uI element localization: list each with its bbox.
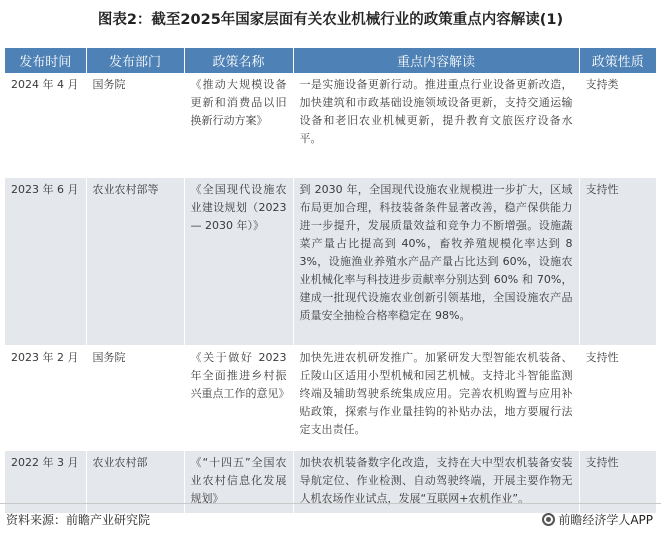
cell-nature: 支持性: [579, 345, 656, 450]
policy-table: [5, 48, 656, 514]
cell-name: 《全国现代设施农业建设规划（2023 — 2030 年）》: [184, 177, 293, 345]
qianzhan-logo-icon: [542, 513, 555, 526]
footer: [0, 503, 661, 534]
cell-date: 2022 年 3 月: [5, 450, 86, 513]
table-header-row: [5, 48, 656, 73]
cell-date: 2023 年 2 月: [5, 345, 86, 450]
table-row: [5, 73, 656, 177]
table-row: [5, 177, 656, 345]
header-content: 重点内容解读: [293, 48, 579, 73]
cell-content: 一是实施设备更新行动。推进重点行业设备更新改造，加快建筑和市政基础设施领域设备更新，支持交通运输设备和老旧农业机械更新，提升教育文旅医疗设备水平。: [293, 73, 579, 177]
cell-date: 2024 年 4 月: [5, 73, 86, 177]
header-date: 发布时间: [5, 48, 86, 73]
cell-date: 2023 年 6 月: [5, 177, 86, 345]
cell-nature: 支持性: [579, 450, 656, 513]
brand-label: 前瞻经济学人APP: [558, 513, 653, 527]
header-name: 政策名称: [184, 48, 293, 73]
page-title: 图表2：截至2025年国家层面有关农业机械行业的政策重点内容解读(1): [97, 12, 564, 28]
header-nature: 政策性质: [579, 48, 656, 73]
source-note: 资料来源：前瞻产业研究院: [6, 513, 151, 527]
cell-name: 《“十四五”全国农业农村信息化发展规划》: [184, 450, 293, 513]
brand: [542, 511, 653, 528]
cell-name: 《关于做好 2023 年全面推进乡村振兴重点工作的意见》: [184, 345, 293, 450]
cell-nature: 支持类: [579, 73, 656, 177]
cell-name: 《推动大规模设备更新和消费品以旧换新行动方案》: [184, 73, 293, 177]
cell-content: 到 2030 年，全国现代设施农业规模进一步扩大，区域布局更加合理，科技装备条件显著改善，稳产保供能力进一步提升，发展质量效益和竞争力不断增强。设施蔬菜产量占比提高到 40%，畜牧养殖规模化率达到 83%，设施渔业养殖水产品产量占比达到 60%，设施农业机械化率与科技进步贡献率分别达到 60% 和 70%，建成一批现代设施农业创新引领基地，全国设施农产品质量安全抽检合格率稳定在 98%。: [293, 177, 579, 345]
cell-dept: 农业农村部等: [86, 177, 184, 345]
cell-dept: 国务院: [86, 345, 184, 450]
header-dept: 发布部门: [86, 48, 184, 73]
cell-nature: 支持性: [579, 177, 656, 345]
cell-content: 加快先进农机研发推广。加紧研发大型智能农机装备、丘陵山区适用小型机械和园艺机械。支持北斗智能监测终端及辅助驾驶系统集成应用。完善农机购置与应用补贴政策，探索与作业量挂钩的补贴办法，地方要履行法定支出责任。: [293, 345, 579, 450]
cell-dept: 农业农村部: [86, 450, 184, 513]
cell-dept: 国务院: [86, 73, 184, 177]
cell-content: 加快农机装备数字化改造，支持在大中型农机装备安装导航定位、作业检测、自动驾驶终端，开展主要作物无人机农场作业试点，发展“互联网+农机作业”。: [293, 450, 579, 513]
table-row: [5, 345, 656, 450]
